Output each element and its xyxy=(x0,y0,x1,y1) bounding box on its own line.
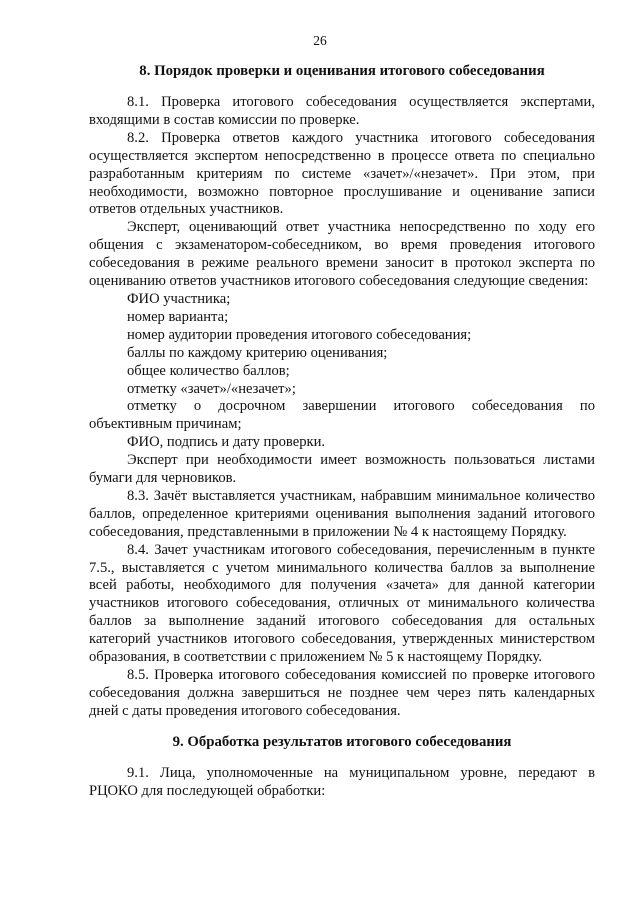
list-item: номер аудитории проведения итогового собеседования; xyxy=(127,326,472,343)
paragraph-8-3: 8.3. Зачёт выставляется участникам, набравшим минимальное количество баллов, определенное критериями оценивания выполнения заданий итогового собеседования, представленными в приложении № 4 к настоящему Порядку. xyxy=(89,487,595,540)
section-8-heading: 8. Порядок проверки и оценивания итогового собеседования xyxy=(139,63,545,79)
paragraph-8-4: 8.4. Зачет участникам итогового собеседования, перечисленным в пункте 7.5., выставляется с учетом минимального количества баллов за выполнение всей работы, необходимого для получения «зачета» для данной категории участников итогового собеседования, отличных от минимального количества баллов за выполнение заданий итогового собеседования для остальных категорий участников итогового собеседования, утвержденных министерством образования, в соответствии с приложением № 5 к настоящему Порядку. xyxy=(89,541,595,666)
paragraph-drafts: Эксперт при необходимости имеет возможность пользоваться листами бумаги для черновиков. xyxy=(89,452,595,487)
list-item: баллы по каждому критерию оценивания; xyxy=(127,344,388,361)
recorded-info-list xyxy=(89,291,595,452)
paragraph-9-1: 9.1. Лица, уполномоченные на муниципальном уровне, передают в РЦОКО для последующей обработки: xyxy=(89,764,595,799)
list-item: отметку о досрочном завершении итогового собеседования по объективным причинам; xyxy=(89,398,595,433)
list-item: номер варианта; xyxy=(127,308,229,325)
paragraph-8-5: 8.5. Проверка итогового собеседования комиссией по проверке итогового собеседования должна завершиться не позднее чем через пять календарных дней с даты проведения итогового собеседования. xyxy=(89,667,595,719)
page-content xyxy=(89,62,595,801)
list-item: общее количество баллов; xyxy=(127,362,290,379)
list-item: ФИО, подпись и дату проверки. xyxy=(127,434,326,451)
paragraph-8-1: 8.1. Проверка итогового собеседования осуществляется экспертами, входящими в состав комиссии по проверке. xyxy=(89,94,595,128)
page-number: 26 xyxy=(313,33,327,48)
paragraph-expert-records: Эксперт, оценивающий ответ участника непосредственно по ходу его общения с экзаменатором-собеседником, во время проведения итогового собеседования в режиме реального времени заносит в протокол эксперта по оцениванию ответов участников итогового собеседования следующие сведения: xyxy=(89,219,595,290)
paragraph-8-2: 8.2. Проверка ответов каждого участника итогового собеседования осуществляется экспертом непосредственно в процессе ответа по специально разработанным критериям по системе «зачет»/«незачет». При этом, при необходимости, возможно повторное прослушивание и оценивание записи ответов отдельных участников. xyxy=(89,129,595,218)
section-9-heading: 9. Обработка результатов итогового собеседования xyxy=(172,733,512,750)
list-item: отметку «зачет»/«незачет»; xyxy=(127,380,296,397)
list-item: ФИО участника; xyxy=(127,290,231,307)
